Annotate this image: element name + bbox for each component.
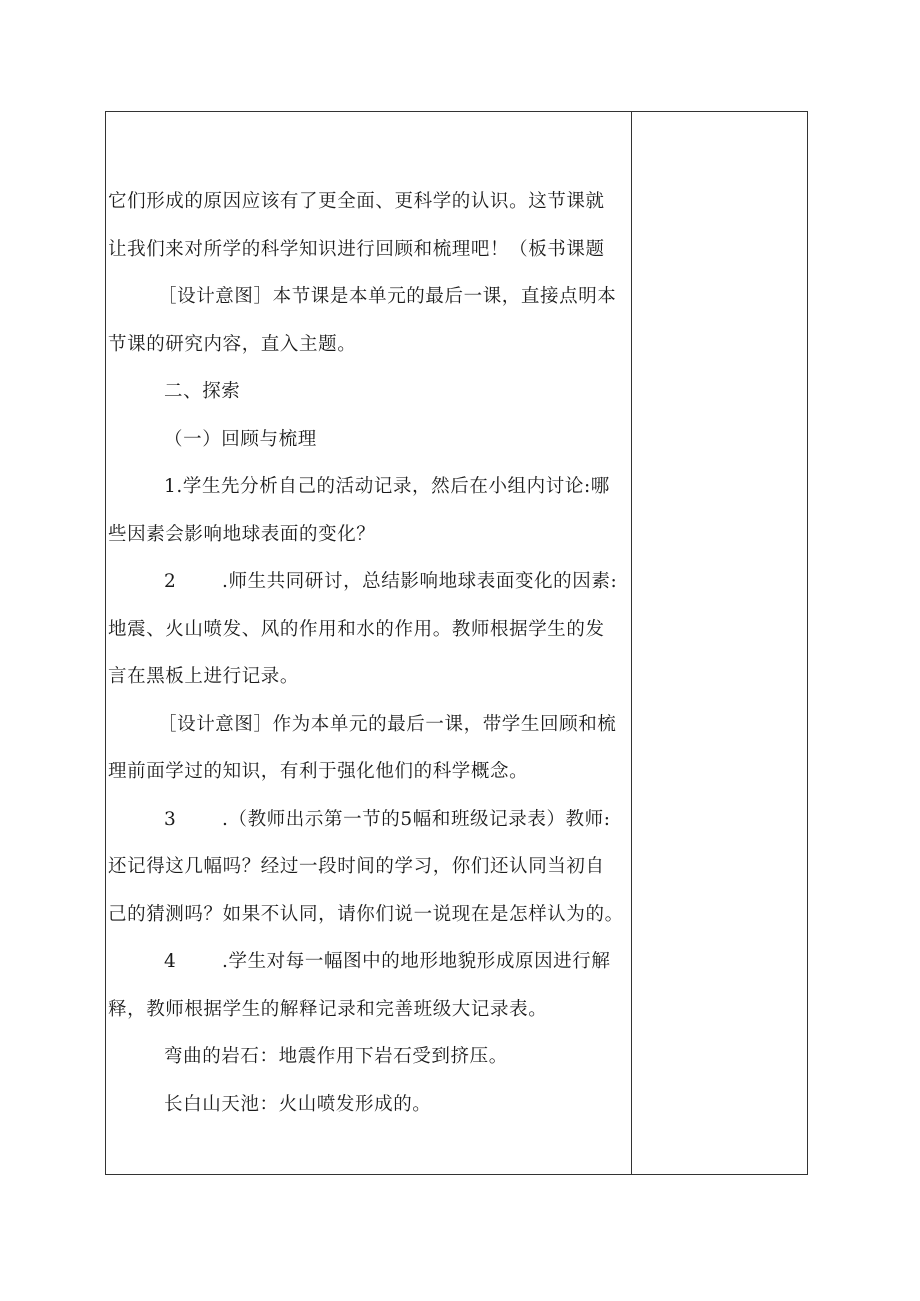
step-number: 2 [164,571,177,592]
text-line: 己的猜测吗？如果不认同，请你们说一说现在是怎样认为的。 [108,903,624,925]
text-line: 理前面学过的知识，有利于强化他们的科学概念。 [108,761,529,782]
step-text: .师生共同研讨，总结影响地球表面变化的因素: [222,571,618,592]
step-2 [108,558,630,606]
example-line: 弯曲的岩石：地震作用下岩石受到挤压。 [164,1046,508,1067]
notes-column [633,112,807,1174]
design-intent-paragraph: ［设计意图］本节课是本单元的最后一课，直接点明本 [158,286,617,307]
step-text: .学生对每一幅图中的地形地貌形成原因进行解 [222,951,611,972]
subsection-heading: （一）回顾与梳理 [164,428,317,450]
column-divider [631,112,632,1174]
lesson-content [108,178,630,1128]
step-number: 3 [164,808,177,830]
design-intent-paragraph: ［设计意图］作为本单元的最后一课，带学生回顾和梳 [158,713,617,735]
step-3 [108,796,630,844]
step-4 [108,938,630,986]
step-1: 1.学生先分析自己的活动记录，然后在小组内讨论:哪 [164,476,610,497]
text-line: 地震、火山喷发、风的作用和水的作用。教师根据学生的发 [108,618,605,640]
step-text: .（教师出示第一节的5幅和班级记录表）教师: [222,808,611,830]
text-line: 让我们来对所学的科学知识进行回顾和梳理吧！（板书课题 [108,238,605,260]
text-line: 节课的研究内容，直入主题。 [108,333,357,355]
text-line: 言在黑板上进行记录。 [108,666,300,687]
text-line: 些因素会影响地球表面的变化？ [108,523,376,545]
example-line: 长白山天池：火山喷发形成的。 [164,1093,432,1115]
step-number: 4 [164,951,177,972]
text-line: 还记得这几幅吗？经过一段时间的学习，你们还认同当初自 [108,856,605,877]
lesson-plan-table [105,111,808,1175]
text-line: 释，教师根据学生的解释记录和完善班级大记录表。 [108,998,548,1020]
section-heading: 二、探索 [164,381,241,402]
text-line: 它们形成的原因应该有了更全面、更科学的认识。这节课就 [108,191,605,212]
